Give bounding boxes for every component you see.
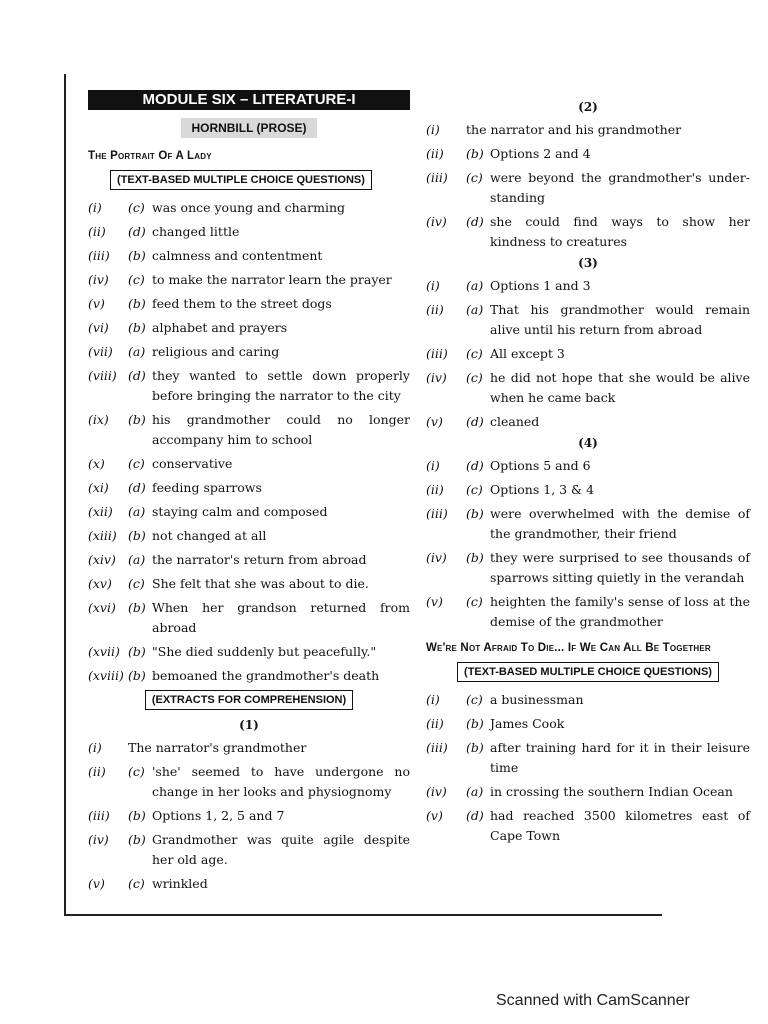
answer-text: the narrator and his grandmother xyxy=(466,122,682,137)
answer-option: (a) xyxy=(128,552,146,567)
answer-option: (d) xyxy=(128,480,146,495)
mcq-box-heading: (TEXT-BASED MULTIPLE CHOICE QUESTIONS) xyxy=(110,170,372,190)
question-number: (iv) xyxy=(426,214,447,229)
answer-row xyxy=(426,690,750,710)
answer-text: to make the narrator learn the prayer xyxy=(152,272,392,287)
answer-text: his grandmother could no longer accompany him to school xyxy=(152,412,410,447)
question-number: (xviii) xyxy=(88,668,124,683)
answer-option: (b) xyxy=(128,668,146,683)
question-number: (i) xyxy=(426,278,440,293)
answer-text: Options 2 and 4 xyxy=(490,146,591,161)
answer-option: (b) xyxy=(128,296,146,311)
answer-option: (c) xyxy=(466,370,483,385)
answer-row xyxy=(426,548,750,588)
question-number: (iii) xyxy=(426,170,448,185)
answer-option: (c) xyxy=(466,346,483,361)
question-number: (iii) xyxy=(88,808,110,823)
answer-text: they were surprised to see thousands of sparrows sitting quietly in the verandah xyxy=(490,550,750,585)
answer-text: religious and caring xyxy=(152,344,280,359)
answer-option: (b) xyxy=(466,506,484,521)
answer-text: alphabet and prayers xyxy=(152,320,288,335)
extract-number: (2) xyxy=(578,100,598,114)
answer-option: (a) xyxy=(128,344,146,359)
question-number: (iv) xyxy=(426,784,447,799)
answer-option: (b) xyxy=(466,716,484,731)
answer-row xyxy=(88,526,410,546)
question-number: (i) xyxy=(426,458,440,473)
answer-option: (b) xyxy=(128,320,146,335)
question-number: (ii) xyxy=(426,302,444,317)
page-bottom-rule xyxy=(64,914,662,916)
question-number: (v) xyxy=(426,414,443,429)
answer-text: bemoaned the grandmother's death xyxy=(152,668,380,683)
mcq-box-heading: (TEXT-BASED MULTIPLE CHOICE QUESTIONS) xyxy=(457,662,719,682)
answer-row xyxy=(88,198,410,218)
answer-option: (d) xyxy=(466,808,484,823)
question-number: (ix) xyxy=(88,412,109,427)
answer-text: a businessman xyxy=(490,692,584,707)
answer-option: (b) xyxy=(466,740,484,755)
answer-option: (b) xyxy=(128,832,146,847)
answer-text: She felt that she was about to die. xyxy=(152,576,369,591)
question-number: (iii) xyxy=(426,506,448,521)
answer-text: Options 1 and 3 xyxy=(490,278,591,293)
answer-option: (c) xyxy=(466,692,483,707)
question-number: (v) xyxy=(88,876,105,891)
answer-text: feed them to the street dogs xyxy=(152,296,332,311)
question-number: (vi) xyxy=(88,320,109,335)
question-number: (x) xyxy=(88,456,105,471)
question-number: (xv) xyxy=(88,576,112,591)
answer-text: she could find ways to show her kindness to creatures xyxy=(490,214,750,249)
answer-option: (c) xyxy=(466,170,483,185)
question-number: (v) xyxy=(426,808,443,823)
answer-row xyxy=(88,666,410,686)
answer-row xyxy=(88,270,410,290)
question-number: (i) xyxy=(88,200,102,215)
answer-row xyxy=(426,368,750,408)
answer-option: (b) xyxy=(128,600,146,615)
extract-answer-list xyxy=(426,120,750,252)
answer-row xyxy=(88,874,410,894)
answer-row xyxy=(426,168,750,208)
answer-option: (a) xyxy=(466,302,484,317)
answer-row xyxy=(88,642,410,662)
page-left-rule xyxy=(64,74,66,916)
answer-text: Options 1, 3 & 4 xyxy=(490,482,595,497)
answer-row xyxy=(426,782,750,802)
answer-text: calmness and contentment xyxy=(152,248,323,263)
answer-row xyxy=(88,366,410,406)
answer-option: (c) xyxy=(466,594,483,609)
answer-text: The narrator's grandmother xyxy=(128,740,307,755)
answer-option: (d) xyxy=(466,214,484,229)
question-number: (ii) xyxy=(88,224,106,239)
answer-text: 'she' seemed to have undergone no change in her looks and physiognomy xyxy=(152,764,410,799)
question-number: (iii) xyxy=(426,346,448,361)
answer-option: (a) xyxy=(128,504,146,519)
answer-row xyxy=(88,550,410,570)
mcq-list xyxy=(88,198,410,686)
answer-row xyxy=(88,806,410,826)
extract-number: (4) xyxy=(578,436,598,450)
answer-text: When her grandson returned from abroad xyxy=(152,600,410,635)
question-number: (vii) xyxy=(88,344,113,359)
question-number: (i) xyxy=(426,692,440,707)
answer-row xyxy=(426,212,750,252)
answer-text: Grandmother was quite agile despite her old age. xyxy=(152,832,410,867)
answer-row xyxy=(426,412,750,432)
question-number: (v) xyxy=(426,594,443,609)
answer-text: not changed at all xyxy=(152,528,267,543)
extract-number: (1) xyxy=(239,718,259,732)
answer-option: (c) xyxy=(466,482,483,497)
question-number: (xii) xyxy=(88,504,113,519)
answer-text: heighten the family's sense of loss at the demise of the grandmother xyxy=(490,594,750,629)
answer-text: he did not hope that she would be alive when he came back xyxy=(490,370,750,405)
answer-text: after training hard for it in their leisure time xyxy=(490,740,750,775)
answer-option: (b) xyxy=(128,644,146,659)
answer-option: (b) xyxy=(466,550,484,565)
mcq-list xyxy=(426,690,750,846)
question-number: (xvii) xyxy=(88,644,120,659)
answer-row xyxy=(88,342,410,362)
answer-option: (d) xyxy=(128,224,146,239)
extracts-box-heading: (EXTRACTS FOR COMPREHENSION) xyxy=(145,690,353,710)
question-number: (ii) xyxy=(88,764,106,779)
answer-text: Options 1, 2, 5 and 7 xyxy=(152,808,285,823)
section-heading: HORNBILL (PROSE) xyxy=(181,118,317,138)
answer-row xyxy=(426,592,750,632)
answer-option: (b) xyxy=(128,528,146,543)
answer-row xyxy=(88,830,410,870)
question-number: (ii) xyxy=(426,482,444,497)
answer-option: (d) xyxy=(128,368,146,383)
answer-text: were beyond the grandmother's under-standing xyxy=(490,170,750,205)
answer-text: James Cook xyxy=(490,716,565,731)
question-number: (xiv) xyxy=(88,552,116,567)
answer-text: staying calm and composed xyxy=(152,504,328,519)
answer-row xyxy=(426,456,750,476)
answer-text: That his grandmother would remain alive until his return from abroad xyxy=(490,302,750,337)
answer-option: (b) xyxy=(128,808,146,823)
left-column xyxy=(88,90,410,898)
question-number: (i) xyxy=(88,740,102,755)
answer-text: in crossing the southern Indian Ocean xyxy=(490,784,733,799)
answer-text: the narrator's return from abroad xyxy=(152,552,367,567)
answer-row xyxy=(88,454,410,474)
answer-text: "She died suddenly but peacefully." xyxy=(152,644,377,659)
question-number: (ii) xyxy=(426,716,444,731)
question-number: (v) xyxy=(88,296,105,311)
answer-option: (c) xyxy=(128,876,145,891)
answer-row xyxy=(88,574,410,594)
question-number: (xiii) xyxy=(88,528,117,543)
answer-option: (b) xyxy=(128,412,146,427)
answer-option: (c) xyxy=(128,272,145,287)
answer-row xyxy=(88,318,410,338)
question-number: (iv) xyxy=(426,370,447,385)
extract-answer-list xyxy=(88,738,410,894)
answer-option: (c) xyxy=(128,764,145,779)
extract-answer-list xyxy=(426,456,750,632)
answer-option: (a) xyxy=(466,784,484,799)
extract-answer-list xyxy=(426,276,750,432)
question-number: (xvi) xyxy=(88,600,116,615)
answer-option: (d) xyxy=(466,458,484,473)
question-number: (iii) xyxy=(88,248,110,263)
answer-text: wrinkled xyxy=(152,876,208,891)
question-number: (iv) xyxy=(88,272,109,287)
answer-row xyxy=(88,410,410,450)
answer-text: cleaned xyxy=(490,414,540,429)
answer-row xyxy=(426,504,750,544)
question-number: (iv) xyxy=(88,832,109,847)
answer-row xyxy=(426,300,750,340)
answer-option: (b) xyxy=(466,146,484,161)
answer-row xyxy=(426,480,750,500)
answer-row xyxy=(426,738,750,778)
answer-row xyxy=(88,738,410,758)
answer-text: they wanted to settle down properly before bringing the narrator to the city xyxy=(152,368,410,403)
right-column xyxy=(426,96,750,850)
answer-row xyxy=(426,714,750,734)
extract-number: (3) xyxy=(578,256,598,270)
question-number: (iii) xyxy=(426,740,448,755)
chapter-title: The Portrait Of A Lady xyxy=(88,150,212,162)
answer-row xyxy=(426,276,750,296)
question-number: (ii) xyxy=(426,146,444,161)
answer-text: were overwhelmed with the demise of the grandmother, their friend xyxy=(490,506,750,541)
answer-option: (b) xyxy=(128,248,146,263)
answer-option: (c) xyxy=(128,456,145,471)
answer-text: All except 3 xyxy=(490,346,565,361)
chapter-title: We're Not Afraid To Die... If We Can All Be Together xyxy=(426,642,711,654)
answer-row xyxy=(426,144,750,164)
answer-option: (d) xyxy=(466,414,484,429)
answer-row xyxy=(426,806,750,846)
answer-row xyxy=(426,344,750,364)
answer-text: was once young and charming xyxy=(152,200,346,215)
question-number: (iv) xyxy=(426,550,447,565)
answer-row xyxy=(426,120,750,140)
question-number: (i) xyxy=(426,122,440,137)
answer-text: conservative xyxy=(152,456,233,471)
answer-row xyxy=(88,478,410,498)
answer-text: Options 5 and 6 xyxy=(490,458,591,473)
answer-row xyxy=(88,246,410,266)
module-title: MODULE SIX – LITERATURE-I xyxy=(88,90,410,110)
question-number: (viii) xyxy=(88,368,117,383)
answer-row xyxy=(88,502,410,522)
scanner-watermark: Scanned with CamScanner xyxy=(496,992,690,1009)
answer-text: had reached 3500 kilometres east of Cape Town xyxy=(490,808,750,843)
answer-option: (a) xyxy=(466,278,484,293)
question-number: (xi) xyxy=(88,480,109,495)
answer-row xyxy=(88,294,410,314)
answer-text: changed little xyxy=(152,224,240,239)
answer-row xyxy=(88,762,410,802)
answer-option: (c) xyxy=(128,200,145,215)
answer-option: (c) xyxy=(128,576,145,591)
answer-row xyxy=(88,222,410,242)
answer-row xyxy=(88,598,410,638)
answer-text: feeding sparrows xyxy=(152,480,262,495)
